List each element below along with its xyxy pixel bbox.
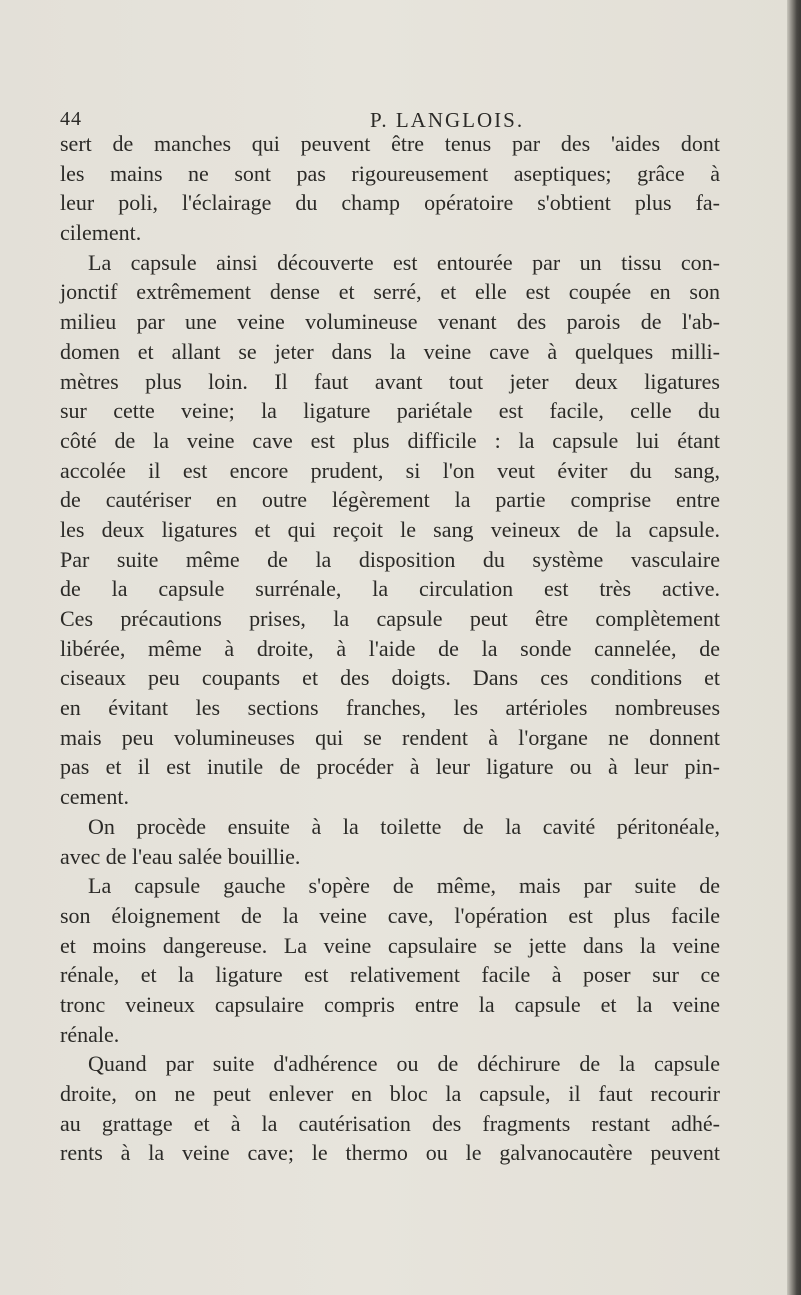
text-line: rents à la veine cave; le thermo ou le galvanocautère peuvent [60,1140,720,1166]
text-line: libérée, même à droite, à l'aide de la sonde cannelée, de [60,635,720,661]
text-line: mais peu volumineuses qui se rendent à l'organe ne donnent [60,724,720,750]
text-line: avec de l'eau salée bouillie. [60,843,301,869]
text-line: mètres plus loin. Il faut avant tout jeter deux ligatures [60,368,720,394]
text-line: cilement. [60,220,142,246]
text-line: son éloignement de la veine cave, l'opération est plus facile [60,902,720,928]
text-line: leur poli, l'éclairage du champ opératoire s'obtient plus fa- [60,190,720,216]
text-line: La capsule gauche s'opère de même, mais par suite de [88,873,720,899]
text-line: milieu par une veine volumineuse venant des parois de l'ab- [60,309,720,335]
text-line: accolée il est encore prudent, si l'on veut éviter du sang, [60,457,720,483]
text-line: en évitant les sections franches, les artérioles nombreuses [60,695,720,721]
text-line: domen et allant se jeter dans la veine cave à quelques milli- [60,338,720,364]
body-text [60,129,720,1168]
text-line: pas et il est inutile de procéder à leur ligature ou à leur pin- [60,754,720,780]
text-line: On procède ensuite à la toilette de la cavité péritonéale, [88,813,720,839]
text-line: rénale, et la ligature est relativement facile à poser sur ce [60,962,720,988]
text-line: sert de manches qui peuvent être tenus par des 'aides dont [60,131,720,156]
text-line: La capsule ainsi découverte est entourée par un tissu con- [88,249,720,275]
text-line: et moins dangereuse. La veine capsulaire se jette dans la veine [60,932,720,958]
page-edge-shadow [787,0,801,1295]
text-line: sur cette veine; la ligature pariétale est facile, celle du [60,398,720,424]
text-line: tronc veineux capsulaire compris entre la capsule et la veine [60,991,720,1017]
text-line: ciseaux peu coupants et des doigts. Dans ces conditions et [60,665,720,691]
text-line: Ces précautions prises, la capsule peut être complètement [60,606,720,631]
page-number: 44 [60,108,82,130]
running-head: P. LANGLOIS. [370,108,525,132]
text-line: côté de la veine cave est plus difficile : la capsule lui étant [60,427,720,453]
text-line: jonctif extrêmement dense et serré, et elle est coupée en son [60,279,720,305]
text-line: droite, on ne peut enlever en bloc la capsule, il faut recourir [60,1081,720,1106]
text-line: les mains ne sont pas rigoureusement aseptiques; grâce à [60,160,720,186]
text-line: rénale. [60,1021,120,1047]
text-line: de la capsule surrénale, la circulation est très active. [60,576,720,602]
text-line: cement. [60,784,130,810]
text-line: Par suite même de la disposition du système vasculaire [60,546,720,572]
text-line: de cautériser en outre légèrement la partie comprise entre [60,487,720,513]
text-line: au grattage et à la cautérisation des fragments restant adhé- [60,1110,720,1136]
text-line: les deux ligatures et qui reçoit le sang veineux de la capsule. [60,516,720,542]
text-line: Quand par suite d'adhérence ou de déchirure de la capsule [88,1051,720,1077]
